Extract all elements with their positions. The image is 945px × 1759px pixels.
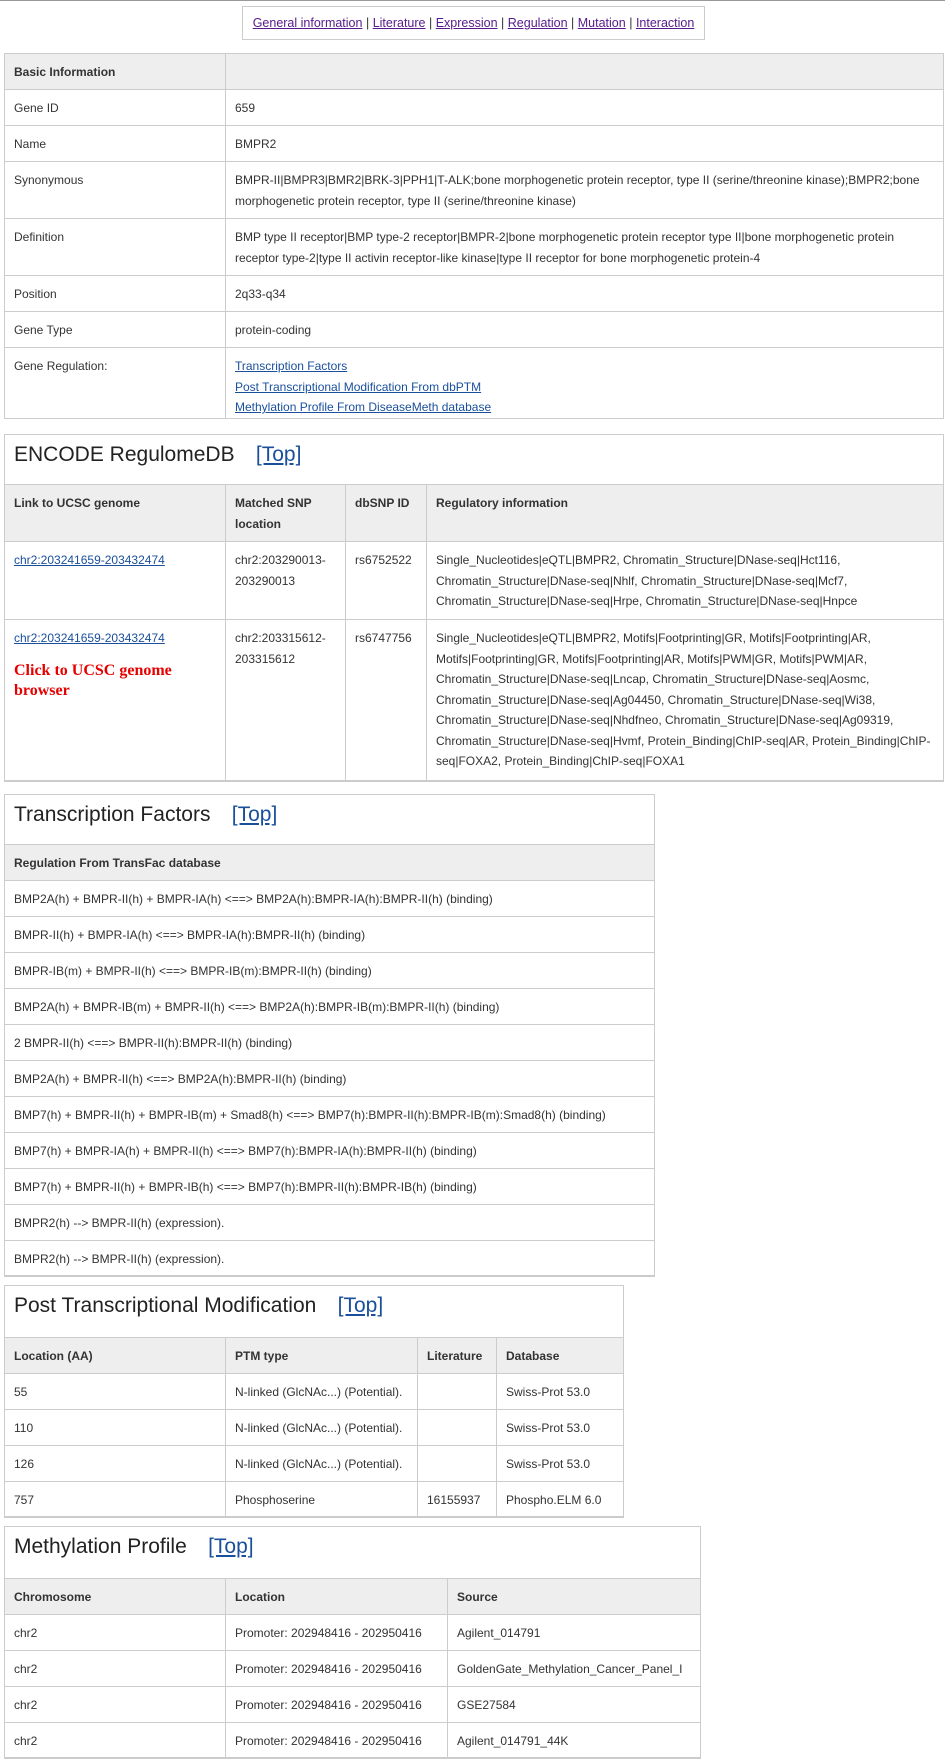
- regulatory-info: Single_Nucleotides|eQTL|BMPR2, Chromatin_Structure|DNase-seq|Hct116, Chromatin_Structure|DNase-seq|Nhlf, Chromatin_Structure|DNase-seq|Mcf7, Chromatin_Structure|DNase-seq|Hrpe, Chromatin_Structure|DNase-seq|Hnpce: [427, 542, 944, 620]
- nav-sep: |: [501, 16, 505, 30]
- link-methylation-diseasemeth[interactable]: Methylation Profile From DiseaseMeth database: [235, 400, 492, 414]
- tf-reaction: BMPR2(h) --> BMPR-II(h) (expression).: [5, 1205, 655, 1241]
- table-row: [5, 1025, 655, 1061]
- top-link[interactable]: [Top]: [231, 803, 278, 826]
- meth-heading: [14, 1535, 254, 1559]
- table-row: [5, 1482, 624, 1518]
- top-link[interactable]: [Top]: [337, 1294, 384, 1317]
- section-nav: [242, 6, 705, 40]
- ptm-location: 55: [5, 1374, 226, 1410]
- ptm-database: Swiss-Prot 53.0: [497, 1410, 624, 1446]
- synonymous-value: BMPR-II|BMPR3|BMR2|BRK-3|PPH1|T-ALK;bone morphogenetic protein receptor, type II (serine/threonine kinase);BMPR2;bone morphogenetic protein receptor, type II (serine/threonine kinase): [226, 162, 944, 219]
- ptm-type: N-linked (GlcNAc...) (Potential).: [226, 1446, 418, 1482]
- nav-sep: |: [365, 16, 370, 30]
- nav-link-expression[interactable]: Expression: [435, 16, 498, 30]
- meth-chromosome: chr2: [5, 1651, 226, 1687]
- definition-value: BMP type II receptor|BMP type-2 receptor|BMPR-2|bone morphogenetic protein receptor type II|bone morphogenetic protein receptor type-2|type II activin receptor-like kinase|type II receptor for bone morphogenetic protein-4: [226, 219, 944, 276]
- encode-heading: [14, 443, 301, 467]
- ptm-database: Swiss-Prot 53.0: [497, 1374, 624, 1410]
- section-title: ENCODE RegulomeDB: [14, 443, 235, 466]
- table-row: [5, 1169, 655, 1205]
- meth-location: Promoter: 202948416 - 202950416: [226, 1723, 448, 1759]
- col-header: Matched SNP location: [226, 485, 346, 542]
- ptm-literature: [418, 1410, 497, 1446]
- ptm-location: 126: [5, 1446, 226, 1482]
- ptm-type: Phosphoserine: [226, 1482, 418, 1518]
- ucsc-link[interactable]: chr2:203241659-203432474: [14, 553, 165, 567]
- snp-location: chr2:203290013-203290013: [226, 542, 346, 620]
- section-title: Methylation Profile: [14, 1535, 187, 1558]
- encode-section: [4, 434, 944, 781]
- gene-regulation-links: [226, 348, 944, 419]
- section-title: Transcription Factors: [14, 803, 211, 826]
- col-header: Literature: [418, 1338, 497, 1374]
- col-header: Database: [497, 1338, 624, 1374]
- row-label: Gene Type: [5, 312, 226, 348]
- table-row: [5, 1723, 701, 1759]
- position-value: 2q33-q34: [226, 276, 944, 312]
- ucsc-browser-hint: Click to UCSC genome browser: [14, 661, 172, 699]
- row-label: Gene ID: [5, 90, 226, 126]
- nav-sep: |: [629, 16, 633, 30]
- table-row: [5, 989, 655, 1025]
- link-ptm-dbptm[interactable]: Post Transcriptional Modification From dbPTM: [235, 379, 482, 394]
- nav-link-regulation[interactable]: Regulation: [507, 16, 568, 30]
- table-row: [5, 1615, 701, 1651]
- gene-id-value: 659: [226, 90, 944, 126]
- top-rule: [0, 0, 945, 1]
- col-header: Link to UCSC genome: [5, 485, 226, 542]
- row-label: Name: [5, 126, 226, 162]
- methylation-section: [4, 1526, 701, 1758]
- tf-reaction: BMP2A(h) + BMPR-II(h) <==> BMP2A(h):BMPR-II(h) (binding): [5, 1061, 655, 1097]
- tf-reaction: BMP7(h) + BMPR-II(h) + BMPR-IB(m) + Smad8(h) <==> BMP7(h):BMPR-II(h):BMPR-IB(m):Smad8(h) (binding): [5, 1097, 655, 1133]
- nav-link-mutation[interactable]: Mutation: [577, 16, 626, 30]
- meth-chromosome: chr2: [5, 1723, 226, 1759]
- link-transcription-factors[interactable]: Transcription Factors: [235, 359, 348, 373]
- tf-reaction: BMPR2(h) --> BMPR-II(h) (expression).: [5, 1241, 655, 1277]
- col-header: Regulation From TransFac database: [5, 845, 655, 881]
- row-label: Definition: [5, 219, 226, 276]
- tf-heading: [14, 803, 277, 827]
- meth-chromosome: chr2: [5, 1687, 226, 1723]
- methylation-table: [4, 1578, 701, 1759]
- ucsc-link[interactable]: chr2:203241659-203432474: [14, 631, 165, 645]
- nav-sep: |: [571, 16, 575, 30]
- basic-info-table: [4, 53, 944, 419]
- meth-location: Promoter: 202948416 - 202950416: [226, 1651, 448, 1687]
- col-header: PTM type: [226, 1338, 418, 1374]
- ptm-heading: [14, 1294, 383, 1318]
- ptm-location: 757: [5, 1482, 226, 1518]
- table-row: [5, 1687, 701, 1723]
- table-row: [5, 917, 655, 953]
- table-row: [5, 1651, 701, 1687]
- basic-info-header: Basic Information: [5, 54, 226, 90]
- transcription-factors-section: [4, 794, 655, 1276]
- tf-table: [4, 844, 655, 1277]
- tf-reaction: BMP7(h) + BMPR-IA(h) + BMPR-II(h) <==> BMP7(h):BMPR-IA(h):BMPR-II(h) (binding): [5, 1133, 655, 1169]
- tf-reaction: BMPR-IB(m) + BMPR-II(h) <==> BMPR-IB(m):BMPR-II(h) (binding): [5, 953, 655, 989]
- ptm-literature: 16155937: [418, 1482, 497, 1518]
- meth-source: GoldenGate_Methylation_Cancer_Panel_I: [448, 1651, 701, 1687]
- encode-table: [4, 484, 944, 782]
- ptm-table: [4, 1337, 624, 1518]
- tf-reaction: BMP2A(h) + BMPR-II(h) + BMPR-IA(h) <==> BMP2A(h):BMPR-IA(h):BMPR-II(h) (binding): [5, 881, 655, 917]
- table-row: [5, 1374, 624, 1410]
- tf-reaction: 2 BMPR-II(h) <==> BMPR-II(h):BMPR-II(h) (binding): [5, 1025, 655, 1061]
- tf-reaction: BMPR-II(h) + BMPR-IA(h) <==> BMPR-IA(h):BMPR-II(h) (binding): [5, 917, 655, 953]
- regulatory-info: Single_Nucleotides|eQTL|BMPR2, Motifs|Footprinting|GR, Motifs|Footprinting|AR, Motifs|Footprinting|GR, Motifs|Footprinting|AR, Motifs|PWM|GR, Motifs|PWM|AR, Chromatin_Structure|DNase-seq|Lncap, Chromatin_Structure|DNase-seq|Aosmc, Chromatin_Structure|DNase-seq|Ag04450, Chromatin_Structure|DNase-seq|Wi38, Chromatin_Structure|DNase-seq|Nhdfneo, Chromatin_Structure|DNase-seq|Ag09319, Chromatin_Structure|DNase-seq|Hvmf, Protein_Binding|ChIP-seq|AR, Protein_Binding|ChIP-seq|FOXA2, Protein_Binding|ChIP-seq|FOXA1: [427, 620, 944, 782]
- snp-location: chr2:203315612-203315612: [226, 620, 346, 782]
- table-row: [5, 1241, 655, 1277]
- ptm-location: 110: [5, 1410, 226, 1446]
- table-row: [5, 1061, 655, 1097]
- tf-reaction: BMP2A(h) + BMPR-IB(m) + BMPR-II(h) <==> BMP2A(h):BMPR-IB(m):BMPR-II(h) (binding): [5, 989, 655, 1025]
- table-row: [5, 953, 655, 989]
- meth-location: Promoter: 202948416 - 202950416: [226, 1615, 448, 1651]
- col-header: Regulatory information: [427, 485, 944, 542]
- ptm-type: N-linked (GlcNAc...) (Potential).: [226, 1410, 418, 1446]
- meth-source: Agilent_014791_44K: [448, 1723, 701, 1759]
- row-label: Synonymous: [5, 162, 226, 219]
- table-row: [5, 1097, 655, 1133]
- col-header: Source: [448, 1579, 701, 1615]
- top-link[interactable]: [Top]: [255, 443, 302, 466]
- dbsnp-id: rs6747756: [346, 620, 427, 782]
- gene-type-value: protein-coding: [226, 312, 944, 348]
- tf-reaction: BMP7(h) + BMPR-II(h) + BMPR-IB(h) <==> BMP7(h):BMPR-II(h):BMPR-IB(h) (binding): [5, 1169, 655, 1205]
- ptm-literature: [418, 1374, 497, 1410]
- basic-info-header-empty: [226, 54, 944, 90]
- row-label: Gene Regulation:: [5, 348, 226, 419]
- meth-location: Promoter: 202948416 - 202950416: [226, 1687, 448, 1723]
- ptm-database: Swiss-Prot 53.0: [497, 1446, 624, 1482]
- nav-sep: |: [428, 16, 433, 30]
- name-value: BMPR2: [226, 126, 944, 162]
- col-header: dbSNP ID: [346, 485, 427, 542]
- ptm-type: N-linked (GlcNAc...) (Potential).: [226, 1374, 418, 1410]
- table-row: [5, 881, 655, 917]
- ptm-section: [4, 1285, 624, 1517]
- table-row: [5, 1133, 655, 1169]
- col-header: Chromosome: [5, 1579, 226, 1615]
- col-header: Location: [226, 1579, 448, 1615]
- col-header: Location (AA): [5, 1338, 226, 1374]
- top-link[interactable]: [Top]: [208, 1535, 254, 1558]
- dbsnp-id: rs6752522: [346, 542, 427, 620]
- meth-source: GSE27584: [448, 1687, 701, 1723]
- table-row: [5, 1446, 624, 1482]
- nav-link-general[interactable]: General information: [252, 16, 363, 30]
- section-title: Post Transcriptional Modification: [14, 1294, 317, 1317]
- nav-link-interaction[interactable]: Interaction: [635, 16, 695, 30]
- meth-source: Agilent_014791: [448, 1615, 701, 1651]
- row-label: Position: [5, 276, 226, 312]
- ptm-database: Phospho.ELM 6.0: [497, 1482, 624, 1518]
- table-row: [5, 1410, 624, 1446]
- table-row: [5, 1205, 655, 1241]
- meth-chromosome: chr2: [5, 1615, 226, 1651]
- ptm-literature: [418, 1446, 497, 1482]
- nav-link-literature[interactable]: Literature: [372, 16, 426, 30]
